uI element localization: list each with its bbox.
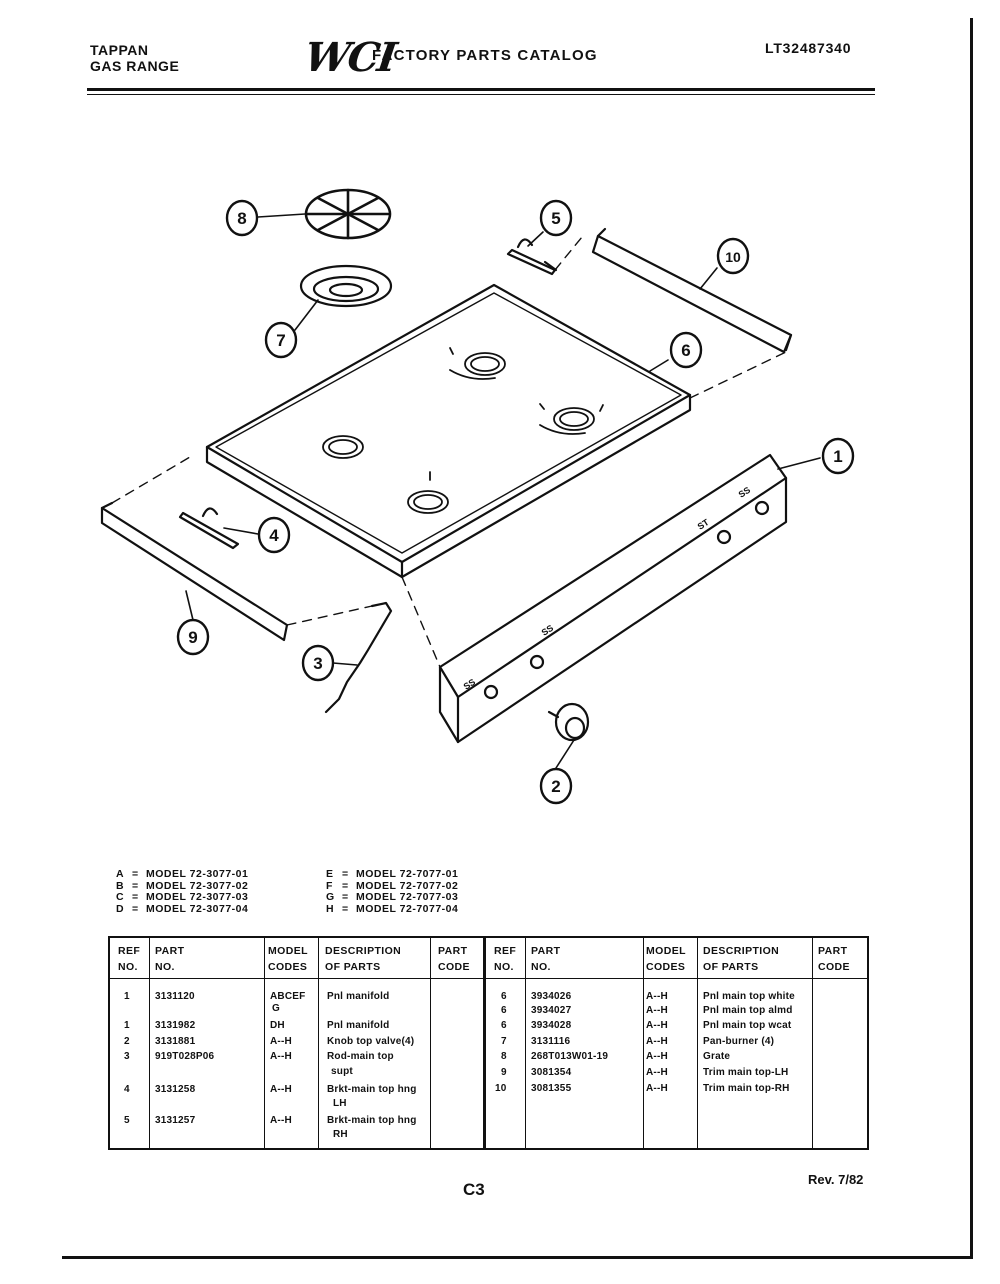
model-row: C = MODEL 72-3077-03 [116, 891, 249, 903]
model-codes: A--H [646, 1036, 668, 1047]
part-description: Brkt-main top hng [327, 1084, 417, 1095]
revision-date: Rev. 7/82 [808, 1172, 864, 1187]
part-no: 3934027 [531, 1005, 572, 1016]
grate [306, 190, 390, 238]
model-codes: A--H [270, 1084, 292, 1095]
model-row: G = MODEL 72-7077-03 [326, 891, 459, 903]
model-row: B = MODEL 72-3077-02 [116, 879, 249, 892]
burner-pan [301, 266, 391, 306]
part-no: 3934026 [531, 991, 572, 1002]
column-divider [264, 936, 265, 1148]
ref-no: 5 [124, 1115, 130, 1126]
callout-2: 2 [551, 777, 561, 796]
header-part-no: PART NO. [531, 945, 561, 973]
callout-7: 7 [276, 331, 286, 350]
model-codes: A--H [270, 1051, 292, 1062]
part-no: 3131116 [531, 1036, 571, 1047]
column-divider [430, 936, 431, 1148]
hinge-bracket-rh [508, 239, 556, 274]
model-codes: A--H [270, 1115, 292, 1126]
product-type: GAS RANGE [90, 58, 180, 74]
part-description: Pnl manifold [327, 1020, 390, 1031]
table-header-rule [108, 978, 867, 979]
part-no: 3934028 [531, 1020, 572, 1031]
column-divider [643, 936, 644, 1148]
header-part-no: PART NO. [155, 945, 185, 973]
model-codes: G [272, 1003, 280, 1014]
ref-no: 4 [124, 1084, 130, 1095]
model-codes: DH [270, 1020, 285, 1031]
header-part-code: PART CODE [818, 945, 850, 973]
model-codes: A--H [646, 1020, 668, 1031]
part-description: Pnl main top white [703, 991, 795, 1002]
part-description: Pnl main top almd [703, 1005, 793, 1016]
model-codes: A--H [270, 1036, 292, 1047]
panel-label: SS [736, 484, 753, 500]
ref-no: 6 [501, 1005, 507, 1016]
part-no: 919T028P06 [155, 1051, 215, 1062]
ref-no: 10 [495, 1083, 507, 1094]
panel-label: ST [695, 517, 711, 532]
part-description: Brkt-main top hng [327, 1115, 417, 1126]
ref-no: 8 [501, 1051, 507, 1062]
callout-1: 1 [833, 447, 843, 466]
model-codes: A--H [646, 1067, 668, 1078]
callout-3: 3 [313, 654, 323, 673]
part-description: Grate [703, 1051, 731, 1062]
part-no: 3131982 [155, 1020, 196, 1031]
part-no: 268T013W01-19 [531, 1051, 609, 1062]
ref-no: 2 [124, 1036, 130, 1047]
burner-openings [323, 348, 603, 513]
model-legend-right [326, 869, 458, 915]
document-number: LT32487340 [765, 40, 852, 56]
panel-label: SS [461, 676, 478, 692]
header-ref: REF NO. [118, 945, 141, 973]
part-no: 3131881 [155, 1036, 196, 1047]
page-number: C3 [463, 1180, 485, 1199]
ref-no: 6 [501, 991, 507, 1002]
part-description: supt [331, 1066, 353, 1077]
header-model-codes: MODEL CODES [646, 945, 686, 973]
part-description: Pnl main top wcat [703, 1020, 792, 1031]
header-model-codes: MODEL CODES [268, 945, 308, 973]
column-divider [483, 936, 486, 1148]
assembly-lines [112, 237, 786, 667]
model-codes: A--H [646, 1051, 668, 1062]
ref-no: 7 [501, 1036, 507, 1047]
column-divider [525, 936, 526, 1148]
model-row: D = MODEL 72-3077-04 [116, 902, 249, 915]
part-description: Pnl manifold [327, 991, 390, 1002]
catalog-title: FACTORY PARTS CATALOG [372, 47, 598, 64]
callout-10: 10 [725, 249, 741, 265]
knob [549, 704, 588, 740]
ref-no: 6 [501, 1020, 507, 1031]
model-row: H = MODEL 72-7077-04 [326, 902, 459, 915]
header-description: DESCRIPTION OF PARTS [325, 945, 402, 973]
model-row: A = MODEL 72-3077-01 [116, 868, 249, 880]
part-no: 3131257 [155, 1115, 196, 1126]
part-no: 3131258 [155, 1084, 196, 1095]
part-description: Pan-burner (4) [703, 1036, 775, 1047]
part-description: Trim main top-RH [703, 1083, 790, 1094]
callout-4: 4 [269, 526, 279, 545]
ref-no: 9 [501, 1067, 507, 1078]
part-description: Knob top valve(4) [327, 1036, 415, 1047]
model-codes: ABCEF [270, 991, 306, 1002]
part-no: 3081354 [531, 1067, 572, 1078]
header-description: DESCRIPTION OF PARTS [703, 945, 780, 973]
callout-6: 6 [681, 341, 691, 360]
part-no: 3131120 [155, 991, 195, 1002]
part-description: RH [333, 1129, 348, 1140]
header-part-code: PART CODE [438, 945, 470, 973]
brand-name: TAPPAN [90, 42, 149, 58]
ref-no: 1 [124, 1020, 130, 1031]
column-divider [149, 936, 150, 1148]
model-codes: A--H [646, 991, 668, 1002]
support-rod [326, 603, 391, 712]
ref-no: 3 [124, 1051, 130, 1062]
panel-label: SS [539, 622, 556, 638]
model-legend-left [116, 869, 248, 915]
ref-no: 1 [124, 991, 130, 1002]
part-description: Trim main top-LH [703, 1067, 789, 1078]
model-row: F = MODEL 72-7077-02 [326, 879, 459, 892]
part-description: Rod-main top [327, 1051, 394, 1062]
column-divider [812, 936, 813, 1148]
column-divider [697, 936, 698, 1148]
part-description: LH [333, 1098, 347, 1109]
callout-5: 5 [551, 209, 561, 228]
model-codes: A--H [646, 1083, 668, 1094]
part-no: 3081355 [531, 1083, 572, 1094]
column-divider [318, 936, 319, 1148]
model-codes: A--H [646, 1005, 668, 1016]
model-row: E = MODEL 72-7077-01 [326, 868, 459, 880]
wci-logo: WCI [301, 34, 398, 81]
callout-8: 8 [237, 209, 247, 228]
header-ref: REF NO. [494, 945, 517, 973]
callout-9: 9 [188, 628, 198, 647]
manifold-panel [440, 455, 786, 742]
